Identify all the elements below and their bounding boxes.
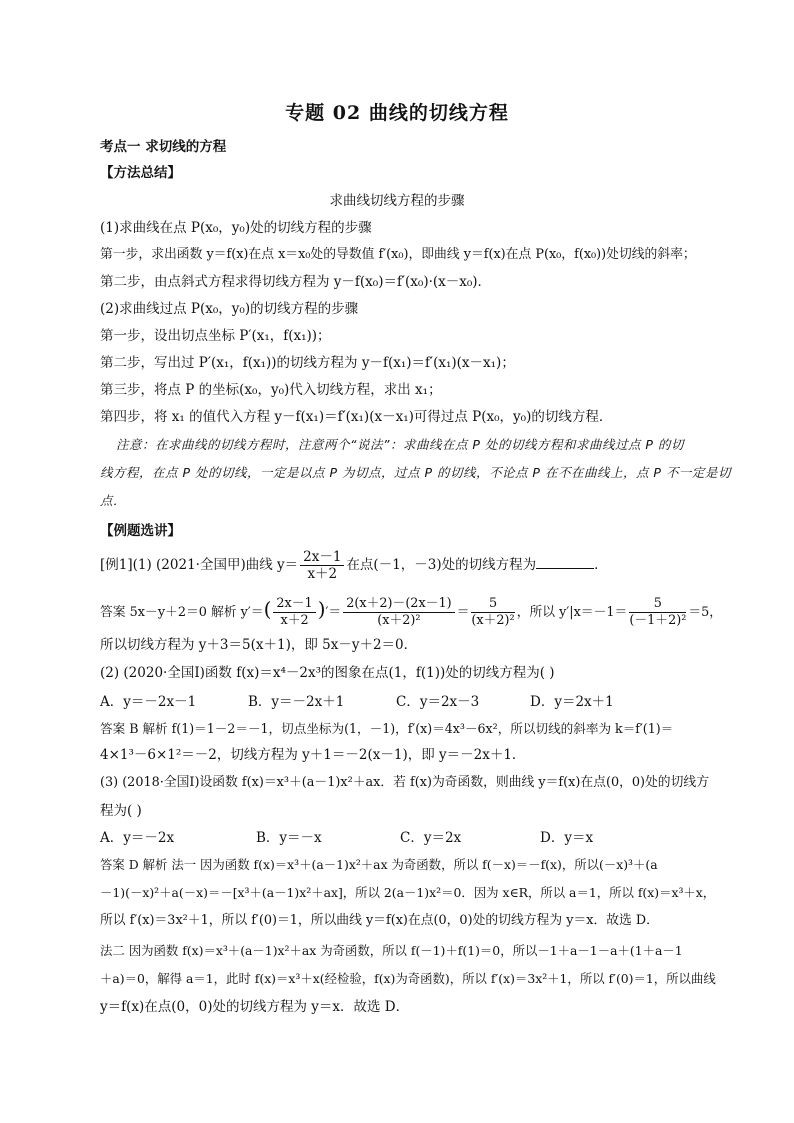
option-a: A．y＝－2x－1: [100, 694, 197, 710]
example-3-question-line2: 程为( ): [100, 803, 142, 819]
method-summary-tag: 【方法总结】: [100, 165, 181, 181]
method-line: 第三步，将点 P 的坐标(x₀，y₀)代入切线方程，求出 x₁；: [100, 382, 442, 398]
ans1-frac2: [343, 596, 454, 629]
ans1-frac3-den: (x＋2)²: [471, 613, 515, 628]
method-line: 第一步，求出函数 y＝f(x)在点 x＝x₀处的导数值 f′(x₀)，即曲线 y＝f(x)在点 P(x₀，f(x₀))处切线的斜率；: [100, 247, 696, 262]
ans1-frac3-num: 5: [471, 596, 514, 613]
ans1-lead: 答案 5x－y＋2＝0 解析 y′＝: [100, 605, 264, 620]
example-3-answer-line: ＋a)＝0，解得 a＝1，此时 f(x)＝x³＋x(经检验，f(x)为奇函数)，所以 f′(x)＝3x²＋1，所以 f′(0)＝1，所以曲线: [100, 971, 716, 986]
ans1-end: ＝5，: [688, 605, 723, 620]
method-subtitle: 求曲线切线方程的步骤: [329, 193, 465, 209]
ans1-frac2-num: 2(x＋2)－(2x－1): [343, 596, 454, 613]
example-3-options: [100, 826, 740, 848]
example-2-options: [100, 690, 740, 712]
note-line: 点．: [100, 493, 127, 508]
ex1-end: ．: [594, 557, 608, 573]
method-line: (1)求曲线在点 P(x₀，y₀)处的切线方程的步骤: [100, 220, 372, 236]
ans1-frac2-den: (x＋2)²: [377, 613, 421, 628]
method-line: 第二步，由点斜式方程求得切线方程为 y－f(x₀)＝f′(x₀)·(x－x₀)．: [100, 274, 492, 290]
ex1-fraction: [300, 549, 344, 582]
ans1-frac4-num: 5: [629, 596, 686, 613]
option-b: B．y＝－2x＋1: [248, 694, 345, 710]
ans1-frac4-den: (－1＋2)²: [629, 613, 687, 628]
ans1-frac1-den: x＋2: [280, 613, 309, 628]
ex1-prefix: [例1](1) (2021·全国甲)曲线 y＝: [100, 557, 299, 573]
option-d: D．y＝2x＋1: [530, 694, 614, 710]
option-a: A．y＝－2x: [100, 830, 175, 846]
example-tag: 【例题选讲】: [100, 523, 181, 539]
example-2-answer-line2: 4×1³－6×1²＝－2，切线方程为 y＋1＝－2(x－1)，即 y＝－2x＋1．: [100, 747, 526, 763]
option-d: D．y＝x: [540, 830, 594, 846]
ans1-frac4: [629, 596, 686, 629]
ex1-frac-den: x＋2: [307, 566, 338, 582]
example-3-answer-line: y＝f(x)在点(0，0)处的切线方程为 y＝x．故选 D．: [100, 999, 410, 1015]
option-b: B．y＝－x: [256, 830, 322, 846]
example-3-answer-line: 所以 f′(x)＝3x²＋1，所以 f′(0)＝1，所以曲线 y＝f(x)在点(0，0)处的切线方程为 y＝x．故选 D．: [100, 913, 659, 928]
example-3-question: (3) (2018·全国Ⅰ)设函数 f(x)＝x³＋(a－1)x²＋ax．若 f(x)为奇函数，则曲线 y＝f(x)在点(0，0)处的切线方: [100, 775, 709, 790]
option-c: C．y＝2x: [400, 830, 462, 846]
note-line: 注意：在求曲线的切线方程时，注意两个“说法”：求曲线在点 P 处的切线方程和求曲线过点 P 的切: [116, 437, 684, 452]
example-1-answer-line2: 所以切线方程为 y＋3＝5(x＋1)，即 5x－y＋2＝0．: [100, 637, 418, 653]
ans1-frac3: [471, 596, 514, 629]
answer-blank: [536, 556, 594, 569]
example-3-answer-line: 答案 D 解析 法一 因为函数 f(x)＝x³＋(a－1)x²＋ax 为奇函数，所以 f(－x)＝－f(x)，所以(－x)³＋(a: [100, 857, 658, 872]
ex1-suffix: 在点(－1，－3)处的切线方程为: [346, 557, 537, 573]
example-2-answer: 答案 B 解析 f(1)＝1－2＝－1，切点坐标为(1，－1)，f′(x)＝4x³－6x²，所以切线的斜率为 k＝f′(1)＝: [100, 721, 674, 736]
option-c: C．y＝2x－3: [396, 694, 480, 710]
example-1-question: [100, 548, 740, 582]
method-line: 第一步，设出切点坐标 P′(x₁，f(x₁))；: [100, 328, 331, 344]
example-2-question: (2) (2020·全国Ⅰ)函数 f(x)＝x⁴－2x³的图象在点(1，f(1))处的切线方程为( ): [100, 665, 555, 681]
ans1-eq: ′＝: [325, 605, 342, 620]
method-line: 第四步，将 x₁ 的值代入方程 y－f(x₁)＝f′(x₁)(x－x₁)可得过点 P(x₀，y₀)的切线方程．: [100, 409, 613, 425]
ex1-frac-num: 2x－1: [300, 549, 344, 566]
section-heading: 考点一 求切线的方程: [100, 139, 227, 155]
example-3-answer-line: －1)(－x)²＋a(－x)＝－[x³＋(a－1)x²＋ax]，所以 2(a－1)x²＝0．因为 x∈R，所以 a＝1，所以 f(x)＝x³＋x，: [100, 885, 716, 900]
method-line: (2)求曲线过点 P(x₀，y₀)的切线方程的步骤: [100, 301, 359, 317]
page-title: 专题 02 曲线的切线方程: [285, 102, 509, 124]
ans1-frac1-num: 2x－1: [273, 596, 315, 613]
example-3-answer-line: 法二 因为函数 f(x)＝x³＋(a－1)x²＋ax 为奇函数，所以 f(－1)＋f(1)＝0，所以－1＋a－1－a＋(1＋a－1: [100, 943, 683, 958]
ans1-mid: ，所以 y′|x＝－1＝: [516, 605, 628, 620]
example-1-answer: 答案 5x－y＋2＝0 解析 y′＝( $\frac{2x-1}{x+2}$ )′＝ $\frac{2(x+2)-(2x-1)}{\text{(x＋2)²}}$ ＝ $\frac{5}{\text{(x＋2)²}}$ ，所以 y′|x＝－1＝ $\frac{5}{\text{(－1＋2)²}}$ ＝5，: [100, 596, 723, 628]
note-line: 线方程，在点 P 处的切线，一定是以点 P 为切点，过点 P 的切线，不论点 P 在不在曲线上，点 P 不一定是切: [100, 465, 731, 480]
ans1-frac1: [273, 596, 315, 629]
method-line: 第二步，写出过 P′(x₁，f(x₁))的切线方程为 y－f(x₁)＝f′(x₁)(x－x₁)；: [100, 355, 515, 371]
